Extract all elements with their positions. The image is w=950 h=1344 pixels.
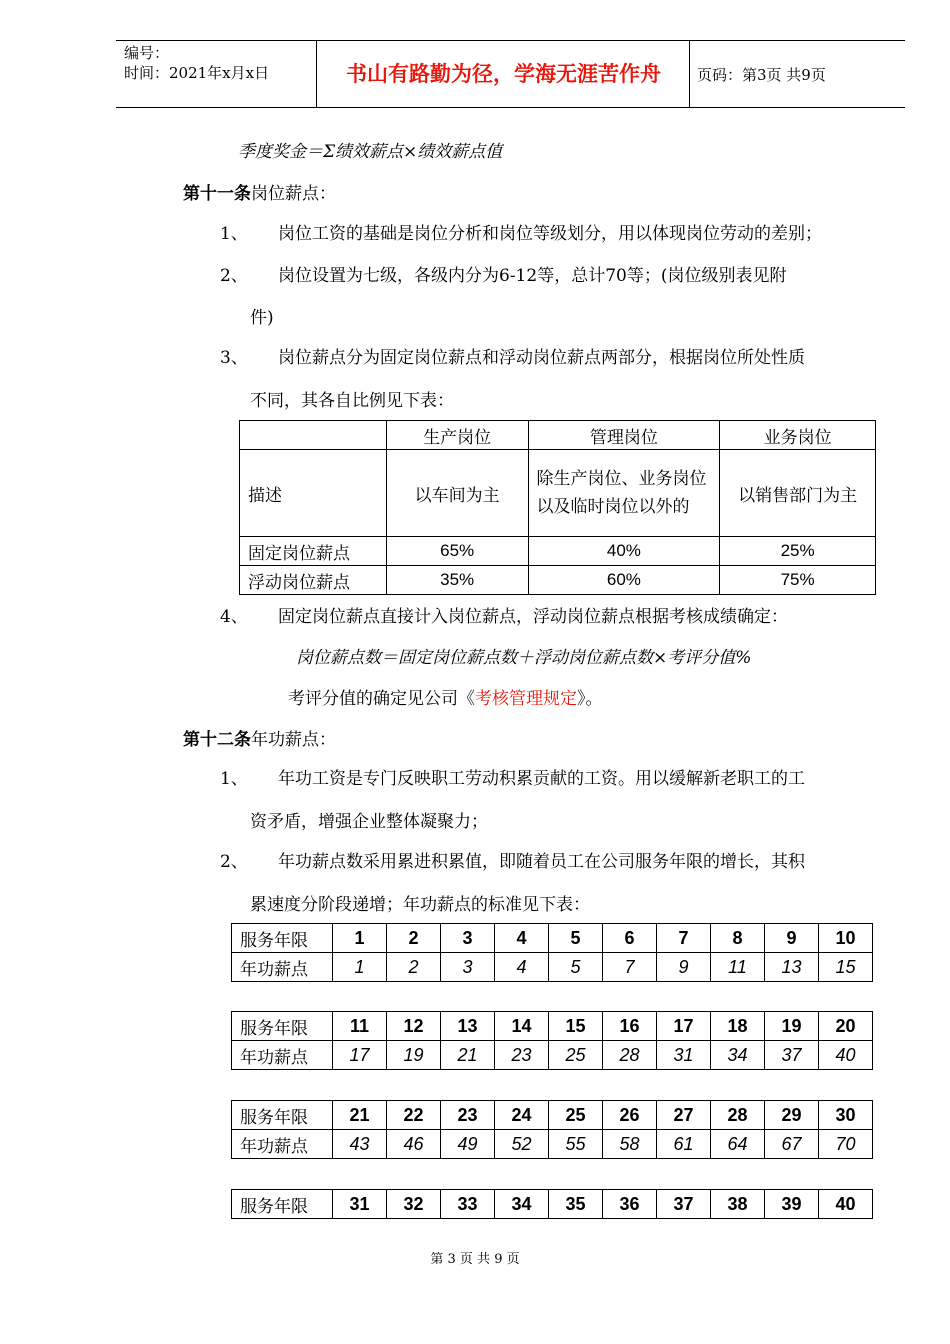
article-12-title: 第十二条 (183, 730, 251, 750)
table-cell: 19 (765, 1012, 819, 1041)
header-time: 时间：2021年x月x日 (124, 64, 270, 82)
table-cell: 64 (711, 1130, 765, 1159)
list-item-number: 1、 (220, 769, 248, 789)
table-cell: 3 (441, 953, 495, 982)
table-cell: 4 (495, 924, 549, 953)
article-11-title: 第十一条 (183, 184, 251, 204)
table-cell: 34 (495, 1190, 549, 1219)
table-row-label: 年功薪点 (232, 1041, 333, 1070)
table-cell: 43 (333, 1130, 387, 1159)
table-cell: 7 (603, 953, 657, 982)
table-cell: 16 (603, 1012, 657, 1041)
table-cell: 14 (495, 1012, 549, 1041)
table-cell: 8 (711, 924, 765, 953)
table-row-label: 固定岗位薪点 (240, 537, 387, 566)
table-cell: 5 (549, 924, 603, 953)
table-cell: 75% (720, 566, 876, 595)
table-row (232, 1190, 873, 1219)
article-11-subtitle: 岗位薪点： (251, 184, 336, 204)
header-top-rule (116, 40, 905, 41)
salary-ratio-table (239, 420, 876, 595)
table-cell: 31 (657, 1041, 711, 1070)
table-cell: 除生产岗位、业务岗位以及临时岗位以外的 (528, 450, 720, 537)
seniority-table (231, 1100, 873, 1159)
seniority-table (231, 1011, 873, 1070)
table-row-label: 服务年限 (232, 1190, 333, 1219)
table-row-label: 服务年限 (232, 1012, 333, 1041)
reference-note (288, 684, 603, 709)
table-cell: 17 (657, 1012, 711, 1041)
table-cell: 以车间为主 (386, 450, 528, 537)
table-cell: 28 (603, 1041, 657, 1070)
table-cell: 60% (528, 566, 720, 595)
header-motto: 书山有路勤为径，学海无涯苦作舟 (346, 61, 661, 86)
table-cell: 55 (549, 1130, 603, 1159)
article-12-subtitle: 年功薪点： (251, 730, 336, 750)
table-cell: 15 (819, 953, 873, 982)
table-row-label: 年功薪点 (232, 1130, 333, 1159)
table-cell: 5 (549, 953, 603, 982)
table-cell: 18 (711, 1012, 765, 1041)
formula-position-points: 岗位薪点数＝固定岗位薪点数＋浮动岗位薪点数×考评分值% (296, 648, 752, 668)
table-cell: 9 (765, 924, 819, 953)
list-item-text: 固定岗位薪点直接计入岗位薪点，浮动岗位薪点根据考核成绩确定： (278, 607, 788, 627)
table-cell: 21 (441, 1041, 495, 1070)
table-cell: 46 (387, 1130, 441, 1159)
table-cell: 23 (495, 1041, 549, 1070)
table-cell: 11 (711, 953, 765, 982)
table-cell: 25 (549, 1101, 603, 1130)
table-cell: 70 (819, 1130, 873, 1159)
table-cell: 29 (765, 1101, 819, 1130)
seniority-table (231, 1189, 873, 1219)
table-cell: 33 (441, 1190, 495, 1219)
table-cell: 10 (819, 924, 873, 953)
header-number: 编号： (124, 44, 170, 62)
table-cell: 37 (765, 1041, 819, 1070)
list-item-continuation: 不同，其各自比例见下表： (250, 391, 454, 411)
table-cell: 49 (441, 1130, 495, 1159)
table-row (232, 1012, 873, 1041)
table-row (232, 1101, 873, 1130)
table-cell: 21 (333, 1101, 387, 1130)
seniority-table (231, 923, 873, 982)
table-cell: 25% (720, 537, 876, 566)
table-row (240, 566, 876, 595)
list-item-continuation: 累速度分阶段递增；年功薪点的标准见下表： (250, 895, 590, 915)
table-row (232, 924, 873, 953)
table-header-cell (240, 421, 387, 450)
table-cell: 3 (441, 924, 495, 953)
list-item-text: 年功工资是专门反映职工劳动积累贡献的工资。用以缓解新老职工的工 (278, 769, 805, 789)
table-row (232, 1130, 873, 1159)
table-row (240, 537, 876, 566)
table-row-label: 年功薪点 (232, 953, 333, 982)
table-cell: 52 (495, 1130, 549, 1159)
article-11-heading (183, 179, 336, 204)
list-item-text: 岗位薪点分为固定岗位薪点和浮动岗位薪点两部分，根据岗位所处性质 (278, 348, 805, 368)
table-cell: 17 (333, 1041, 387, 1070)
header-divider (316, 41, 317, 107)
list-item-text: 岗位设置为七级，各级内分为6-12等，总计70等；(岗位级别表见附 (278, 266, 787, 286)
table-row-label: 浮动岗位薪点 (240, 566, 387, 595)
table-cell: 2 (387, 924, 441, 953)
list-item-number: 2、 (220, 266, 248, 286)
table-header-cell: 生产岗位 (386, 421, 528, 450)
table-cell: 12 (387, 1012, 441, 1041)
table-cell: 7 (657, 924, 711, 953)
list-item-continuation: 件) (250, 308, 274, 328)
table-cell: 以销售部门为主 (720, 450, 876, 537)
table-row (240, 450, 876, 537)
table-cell: 11 (333, 1012, 387, 1041)
table-cell: 40% (528, 537, 720, 566)
table-cell: 27 (657, 1101, 711, 1130)
table-cell: 2 (387, 953, 441, 982)
table-cell: 58 (603, 1130, 657, 1159)
table-cell: 4 (495, 953, 549, 982)
reference-note-prefix: 考评分值的确定见公司《 (288, 689, 475, 709)
table-cell: 31 (333, 1190, 387, 1219)
table-cell: 38 (711, 1190, 765, 1219)
table-row (232, 1041, 873, 1070)
table-cell: 36 (603, 1190, 657, 1219)
article-12-heading (183, 725, 336, 750)
table-cell: 22 (387, 1101, 441, 1130)
table-cell: 13 (765, 953, 819, 982)
table-header-cell: 管理岗位 (528, 421, 720, 450)
list-item-number: 3、 (220, 348, 248, 368)
table-cell: 37 (657, 1190, 711, 1219)
table-cell: 26 (603, 1101, 657, 1130)
table-cell: 6 (603, 924, 657, 953)
table-cell: 19 (387, 1041, 441, 1070)
table-row-label: 描述 (240, 450, 387, 537)
table-cell: 35 (549, 1190, 603, 1219)
header-bottom-rule (116, 107, 905, 108)
table-cell: 35% (386, 566, 528, 595)
table-cell: 20 (819, 1012, 873, 1041)
table-cell: 65% (386, 537, 528, 566)
page-footer: 第 3 页 共 9 页 (430, 1252, 520, 1267)
table-cell: 15 (549, 1012, 603, 1041)
table-header-row (240, 421, 876, 450)
header-divider (689, 41, 690, 107)
table-cell: 40 (819, 1041, 873, 1070)
table-row-label: 服务年限 (232, 1101, 333, 1130)
table-cell: 39 (765, 1190, 819, 1219)
table-cell: 9 (657, 953, 711, 982)
table-cell: 34 (711, 1041, 765, 1070)
reference-link[interactable]: 考核管理规定 (475, 689, 577, 709)
table-cell: 32 (387, 1190, 441, 1219)
header-meta (124, 43, 269, 83)
reference-note-suffix: 》。 (577, 689, 603, 709)
table-cell: 40 (819, 1190, 873, 1219)
list-item-number: 2、 (220, 852, 248, 872)
table-header-cell: 业务岗位 (720, 421, 876, 450)
table-row-label: 服务年限 (232, 924, 333, 953)
table-cell: 23 (441, 1101, 495, 1130)
list-item-number: 1、 (220, 224, 248, 244)
table-cell: 24 (495, 1101, 549, 1130)
list-item-number: 4、 (220, 607, 248, 627)
table-cell: 1 (333, 924, 387, 953)
table-cell: 25 (549, 1041, 603, 1070)
list-item-text: 岗位工资的基础是岗位分析和岗位等级划分，用以体现岗位劳动的差别； (278, 224, 822, 244)
header-page-number: 页码：第3页 共9页 (697, 66, 826, 84)
list-item-continuation: 资矛盾，增强企业整体凝聚力； (250, 812, 488, 832)
table-cell: 30 (819, 1101, 873, 1130)
table-cell: 28 (711, 1101, 765, 1130)
list-item-text: 年功薪点数采用累进积累值，即随着员工在公司服务年限的增长，其积 (278, 852, 805, 872)
table-cell: 61 (657, 1130, 711, 1159)
table-cell: 13 (441, 1012, 495, 1041)
formula-quarterly-bonus: 季度奖金＝Σ绩效薪点×绩效薪点值 (238, 142, 503, 162)
table-row (232, 953, 873, 982)
table-cell: 1 (333, 953, 387, 982)
table-cell: 67 (765, 1130, 819, 1159)
